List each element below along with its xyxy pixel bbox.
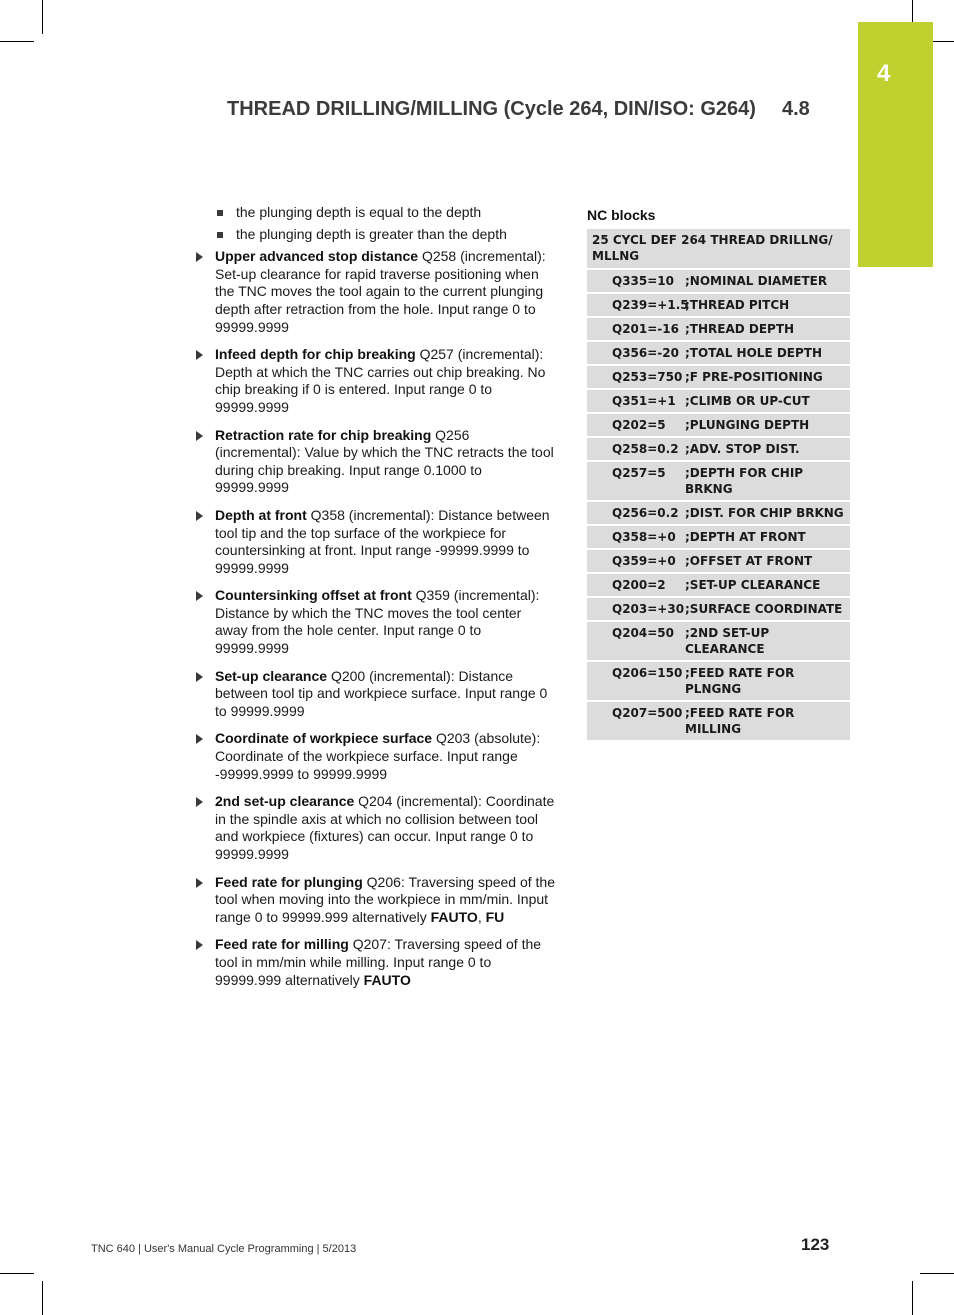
table-row [587,366,850,390]
nc-comment: ;FEED RATE FOR PLNGNG [685,666,795,696]
param-item [193,936,555,989]
param-item [193,346,555,416]
nc-param: Q207=500 [612,706,683,720]
nc-comment: ;DIST. FOR CHIP BRKNG [685,506,844,520]
list-item-text: the plunging depth is greater than the depth [236,225,507,242]
table-row [587,438,850,462]
chapter-tab [858,22,933,267]
param-separator: , [477,908,486,925]
param-item [193,427,555,497]
nc-param: Q202=5 [612,418,666,432]
page-header [227,98,810,121]
param-name: Upper advanced stop distance [215,248,419,265]
list-item [193,204,555,222]
table-row [587,502,850,526]
nc-param: Q203=+30 [612,602,685,616]
param-tail: FAUTO [430,908,478,925]
param-name: Depth at front [215,506,307,523]
table-row [587,318,850,342]
param-text: Q358 (incremental): Distance between tool tip and the top surface of the workpiece for countersinking at front. Input range -99999.9999 to 99999.9999 [215,506,550,576]
param-item [193,668,555,721]
crop-mark [42,1281,43,1315]
triangle-bullet-icon [196,252,203,262]
table-row [587,526,850,550]
triangle-bullet-icon [196,350,203,360]
table-row [587,342,850,366]
crop-mark [0,1273,34,1274]
nc-comment: ;PLUNGING DEPTH [685,418,810,432]
param-item [193,248,555,336]
nc-comment: ;OFFSET AT FRONT [685,554,813,568]
nc-param: Q257=5 [612,466,666,480]
param-name: Set-up clearance [215,667,328,684]
param-name: Infeed depth for chip breaking [215,346,416,363]
header-title: THREAD DRILLING/MILLING (Cycle 264, DIN/ISO: G264) [227,98,756,120]
nc-param: Q204=50 [612,626,675,640]
triangle-bullet-icon [196,797,203,807]
nc-param: Q200=2 [612,578,666,592]
nc-comment: ;DEPTH FOR CHIP BRKNG [685,466,804,496]
crop-mark [0,41,34,42]
param-text: Q206: Traversing speed of the tool when moving into the workpiece in mm/min. Input range 0 to 99999.999 alternatively [215,873,556,925]
param-text: Q200 (incremental): Distance between tool tip and workpiece surface. Input range 0 to 99999.9999 [215,667,548,719]
param-text: Q207: Traversing speed of the tool in mm/min while milling. Input range 0 to 99999.999 alternatively [215,936,542,988]
table-row [587,414,850,438]
nc-comment: ;ADV. STOP DIST. [685,442,800,456]
nc-param: Q206=150 [612,666,683,680]
triangle-bullet-icon [196,672,203,682]
parameter-list [193,204,555,989]
triangle-bullet-icon [196,431,203,441]
param-item [193,730,555,783]
nc-comment: ;NOMINAL DIAMETER [685,274,828,288]
param-text: Q257 (incremental): Depth at which the TNC carries out chip breaking. No chip breaking if 0 is entered. Input range 0 to 99999.9999 [215,346,546,415]
nc-comment: ;TOTAL HOLE DEPTH [685,346,822,360]
nc-comment: ;F PRE-POSITIONING [685,370,823,384]
nc-blocks-title: NC blocks [587,207,656,223]
bullet-square-icon [217,232,223,238]
nc-comment: ;SET-UP CLEARANCE [685,578,821,592]
param-item [193,507,555,577]
param-item [193,793,555,863]
table-row [587,294,850,318]
footer-text: TNC 640 | User's Manual Cycle Programming | 5/2013 [91,1243,357,1255]
nc-param: Q356=-20 [612,346,679,360]
crop-mark [920,1273,954,1274]
param-text: Q203 (absolute): Coordinate of the workpiece surface. Input range -99999.9999 to 99999.9999 [215,730,541,782]
table-row [587,574,850,598]
nc-comment: ;CLIMB OR UP-CUT [685,394,810,408]
param-item [193,587,555,657]
triangle-bullet-icon [196,591,203,601]
nc-comment: ;2ND SET-UP CLEARANCE [685,626,770,656]
nc-head: 25 CYCL DEF 264 THREAD DRILLNG/ MLLNG [587,229,850,270]
nc-param: Q358=+0 [612,530,676,544]
param-name: 2nd set-up clearance [215,793,355,810]
list-item-text: the plunging depth is equal to the depth [236,204,482,220]
triangle-bullet-icon [196,940,203,950]
param-text: Q258 (incremental): Set-up clearance for rapid traverse positioning when the TNC moves the tool again to the current plunging depth after retraction from the hole. Input range 0 to 99999.9999 [215,248,546,335]
nc-param: Q253=750 [612,370,683,384]
chapter-number: 4 [877,60,891,87]
param-name: Feed rate for milling [215,936,349,953]
header-section: 4.8 [781,98,810,120]
table-row [587,462,850,502]
triangle-bullet-icon [196,734,203,744]
param-name: Countersinking offset at front [215,587,412,604]
nc-param: Q359=+0 [612,554,676,568]
nc-param: Q351=+1 [612,394,676,408]
table-row [587,550,850,574]
nc-comment: ;SURFACE COORDINATE [685,602,843,616]
param-tail: FAUTO [363,971,411,988]
nc-blocks-table [587,229,850,742]
bullet-square-icon [217,210,223,216]
nc-comment: ;THREAD PITCH [685,298,790,312]
table-row [587,270,850,294]
nc-param: Q258=0.2 [612,442,679,456]
table-row [587,702,850,742]
table-row [587,390,850,414]
param-name: Coordinate of workpiece surface [215,730,433,747]
nc-comment: ;DEPTH AT FRONT [685,530,806,544]
param-text: Q204 (incremental): Coordinate in the spindle axis at which no collision between tool and workpiece (fixtures) can occur. Input range 0 to 99999.9999 [215,793,555,862]
crop-mark [912,1281,913,1315]
param-name: Retraction rate for chip breaking [215,426,432,443]
param-tail: FU [485,908,505,925]
triangle-bullet-icon [196,878,203,888]
page-number: 123 [801,1235,830,1254]
param-text: Q256 (incremental): Value by which the TNC retracts the tool during chip breaking. Input range 0.1000 to 99999.9999 [215,426,554,496]
param-item [193,874,555,927]
table-row [587,598,850,622]
table-row [587,622,850,662]
nc-comment: ;THREAD DEPTH [685,322,795,336]
nc-param: Q239=+1.5 [612,298,689,312]
table-row [587,662,850,702]
param-text: Q359 (incremental): Distance by which the TNC moves the tool center away from the hole center. Input range 0 to 99999.9999 [215,587,540,657]
list-item [193,226,555,244]
crop-mark [42,0,43,34]
nc-param: Q256=0.2 [612,506,679,520]
nc-param: Q335=10 [612,274,675,288]
nc-comment: ;FEED RATE FOR MILLING [685,706,795,736]
nc-param: Q201=-16 [612,322,679,336]
param-name: Feed rate for plunging [215,873,363,890]
triangle-bullet-icon [196,511,203,521]
